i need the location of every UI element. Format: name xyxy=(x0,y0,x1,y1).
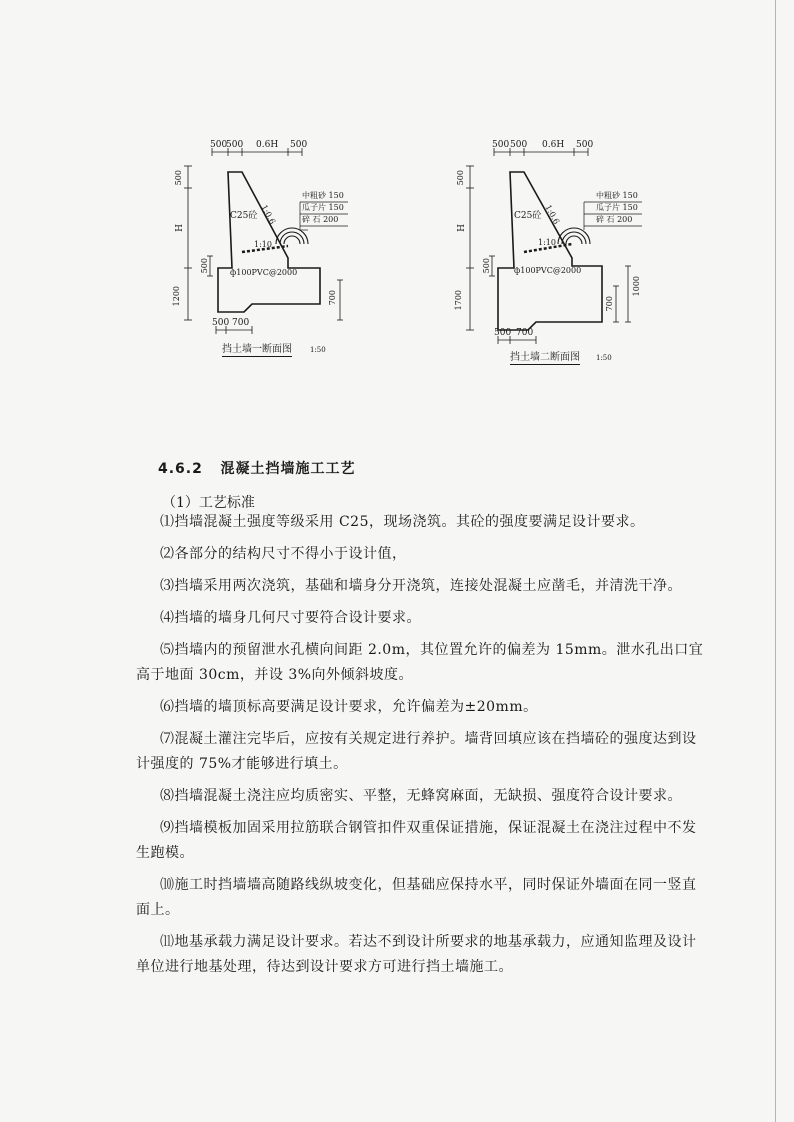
list-item: ⑻挡墙混凝土浇注应均质密实、平整，无蜂窝麻面，无缺损、强度符合设计要求。 xyxy=(160,788,682,804)
standards-list xyxy=(136,510,708,987)
dim-right-lower: 700 xyxy=(328,290,337,306)
list-item: ⑶挡墙采用两次浇筑，基础和墙身分开浇筑，连接处混凝土应凿毛，并清洗干净。 xyxy=(160,578,682,594)
slope-label: 1:0.6 xyxy=(259,203,278,226)
page-edge-line xyxy=(775,0,776,1122)
list-item: ⑹挡墙的墙顶标高要满足设计要求，允许偏差为±20mm。 xyxy=(160,699,538,715)
pipe-label: ф100PVC@2000 xyxy=(514,266,582,275)
dim-base-height: 1200 xyxy=(172,286,181,307)
dim-bottom-2: 700 xyxy=(516,328,534,338)
list-item: ⑺混凝土灌注完毕后，应按有关规定进行养护。墙背回填应该在挡墙砼的强度达到设计强度的 75%才能够进行填土。 xyxy=(136,731,697,772)
subheading: （1）工艺标准 xyxy=(162,495,255,511)
dim-top-3: 0.6H xyxy=(256,140,279,150)
dim-left-top: 500 xyxy=(174,170,183,186)
dim-bottom-2: 700 xyxy=(232,318,250,328)
section-title: 混凝土挡墙施工工艺 xyxy=(220,461,356,477)
dim-bottom-1: 500 xyxy=(494,328,512,338)
figure-caption: 挡土墙二断面图 xyxy=(510,348,580,365)
dim-base-height: 1700 xyxy=(454,290,463,311)
concrete-label: C25砼 xyxy=(230,211,258,221)
filter-layer-2: 瓜子片 150 xyxy=(596,203,638,212)
dim-top-1: 500 xyxy=(210,140,228,150)
figure-scale: 1:50 xyxy=(596,354,612,362)
filter-layer-3: 碎 石 200 xyxy=(596,215,633,224)
dim-left-top: 500 xyxy=(456,170,465,186)
drain-slope-label: 1:10 xyxy=(254,240,272,249)
figure-scale: 1:50 xyxy=(310,346,326,354)
filter-layer-1: 中粗砂 150 xyxy=(302,191,344,200)
dim-left-lower: 500 xyxy=(482,258,491,274)
figure-caption: 挡土墙一断面图 xyxy=(222,340,292,357)
dim-left-lower: 500 xyxy=(200,258,209,274)
list-item: ⑴挡墙混凝土强度等级采用 C25，现场浇筑。其砼的强度要满足设计要求。 xyxy=(160,514,645,530)
filter-layer-3: 碎 石 200 xyxy=(302,215,339,224)
slope-label: 1:0.6 xyxy=(543,203,562,226)
dim-top-3: 0.6H xyxy=(542,140,565,150)
dim-height: H xyxy=(175,224,185,232)
retaining-wall-section-2-figure xyxy=(452,140,652,370)
list-item: ⑾地基承载力满足设计要求。若达不到设计所要求的地基承载力，应通知监理及设计单位进行地基处理，待达到设计要求方可进行挡土墙施工。 xyxy=(136,934,697,975)
dim-top-2: 500 xyxy=(226,140,244,150)
dim-top-4: 500 xyxy=(290,140,308,150)
list-item: ⑵各部分的结构尺寸不得小于设计值， xyxy=(160,546,407,562)
section-2-drawing xyxy=(452,140,652,370)
retaining-wall-section-1-figure xyxy=(170,140,370,360)
dim-height: H xyxy=(457,224,467,232)
concrete-label: C25砼 xyxy=(514,211,542,221)
dim-right-lower: 700 xyxy=(605,296,614,312)
section-heading xyxy=(158,458,356,478)
list-item: ⑸挡墙内的预留泄水孔横向间距 2.0m，其位置允许的偏差为 15mm。泄水孔出口宜高于地面 30cm，并设 3%向外倾斜坡度。 xyxy=(136,642,704,683)
list-item: ⑼挡墙模板加固采用拉筋联合钢管扣件双重保证措施，保证混凝土在浇注过程中不发生跑模。 xyxy=(136,820,697,861)
dim-bottom-1: 500 xyxy=(212,318,230,328)
filter-layer-2: 瓜子片 150 xyxy=(302,203,344,212)
section-number: 4.6.2 xyxy=(158,461,203,477)
dim-right-outer: 1000 xyxy=(632,276,641,297)
drain-slope-label: 1:10 xyxy=(538,238,556,247)
dim-top-1: 500 xyxy=(492,140,510,150)
list-item: ⑷挡墙的墙身几何尺寸要符合设计要求。 xyxy=(160,610,421,626)
list-item: ⑽施工时挡墙墙高随路线纵坡变化，但基础应保持水平，同时保证外墙面在同一竖直面上。 xyxy=(136,877,697,918)
section-1-drawing xyxy=(170,140,370,360)
pipe-label: ф100PVC@2000 xyxy=(230,268,298,277)
dim-top-4: 500 xyxy=(576,140,594,150)
dim-top-2: 500 xyxy=(510,140,528,150)
filter-layer-1: 中粗砂 150 xyxy=(596,191,638,200)
